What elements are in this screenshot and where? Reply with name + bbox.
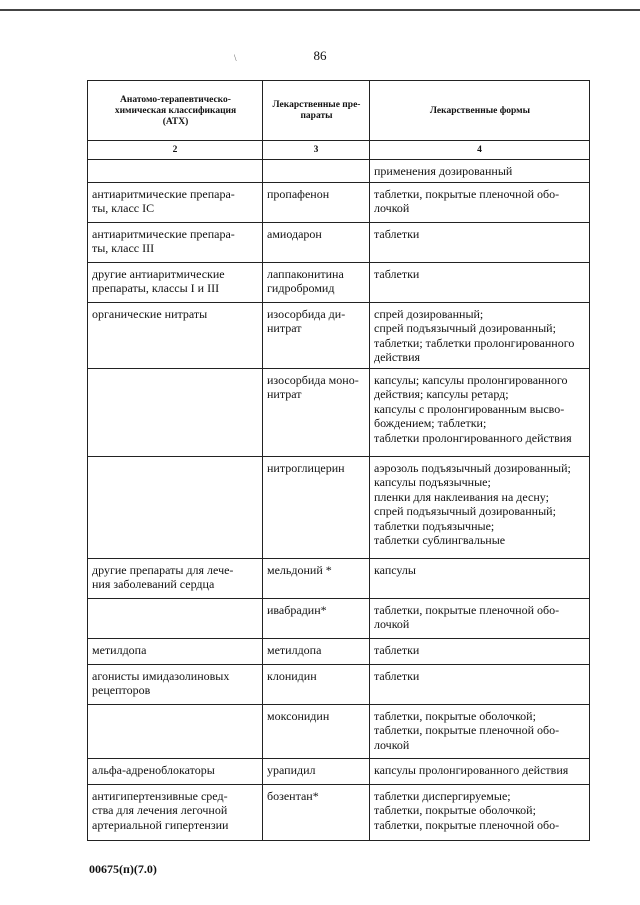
- cell-atc-class-line: альфа-адреноблокаторы: [92, 762, 215, 777]
- cell-forms: [370, 784, 590, 840]
- cell-atc-class: [88, 368, 263, 456]
- cell-drug: [263, 222, 370, 262]
- column-number: 3: [263, 141, 370, 160]
- cell-drug: [263, 758, 370, 784]
- cell-atc-class: [88, 704, 263, 758]
- cell-drug: [263, 368, 370, 456]
- cell-forms-line: лочкой: [374, 201, 410, 215]
- cell-drug-line: гидробромид: [267, 281, 335, 295]
- cell-drug: [263, 456, 370, 558]
- column-number-row: [88, 141, 590, 160]
- cell-drug: [263, 302, 370, 368]
- cell-atc-class: [88, 638, 263, 664]
- cell-atc-class: [88, 302, 263, 368]
- cell-atc-class-line: ты, класс IC: [92, 201, 155, 215]
- cell-atc-class-line: антиаритмические препара-: [92, 186, 235, 201]
- cell-forms-line: таблетки, покрытые пленочной обо-: [374, 602, 560, 617]
- cell-forms-line: таблетки: [374, 266, 420, 281]
- cell-drug: [263, 784, 370, 840]
- cell-forms-line: таблетки, покрытые пленочной обо-: [374, 817, 560, 832]
- cell-forms: [370, 262, 590, 302]
- cell-forms: [370, 302, 590, 368]
- cell-drug-line: моксонидин: [267, 708, 330, 723]
- cell-forms-line: действия: [374, 350, 421, 364]
- cell-forms: [370, 222, 590, 262]
- table-row: [88, 758, 590, 784]
- cell-atc-class-line: другие препараты для лече-: [92, 562, 234, 577]
- cell-atc-class-line: метилдопа: [92, 642, 147, 657]
- cell-atc-class: [88, 664, 263, 704]
- cell-atc-class-line: рецепторов: [92, 683, 151, 697]
- cell-forms-line: капсулы: [374, 562, 416, 577]
- cell-forms-line: применения дозированный: [374, 164, 513, 178]
- cell-drug: [263, 558, 370, 598]
- cell-forms: [370, 758, 590, 784]
- table-row: [88, 638, 590, 664]
- cell-atc-class-line: органические нитраты: [92, 306, 208, 321]
- cell-forms: [370, 598, 590, 638]
- cell-forms-line: таблетки; таблетки пролонгированного: [374, 335, 575, 350]
- cell-forms-line: спрей подъязычный дозированный;: [374, 504, 556, 518]
- cell-atc-class: [88, 558, 263, 598]
- cell-drug-line: изосорбида моно-: [267, 372, 359, 387]
- cell-drug-line: метилдопа: [267, 642, 322, 657]
- cell-forms: [370, 638, 590, 664]
- cell-drug-line: амиодарон: [267, 226, 322, 241]
- cell-forms: [370, 368, 590, 456]
- cell-drug: [263, 598, 370, 638]
- cell-atc-class: [88, 182, 263, 222]
- cell-forms-line: действия; капсулы ретард;: [374, 387, 509, 401]
- cell-atc-class-line: другие антиаритмические: [92, 266, 225, 281]
- cell-drug-line: ивабрадин*: [267, 602, 327, 617]
- cell-drug: [263, 638, 370, 664]
- cell-drug: [263, 160, 370, 183]
- cell-drug-line: лаппаконитина: [267, 266, 344, 281]
- cell-forms: [370, 456, 590, 558]
- cell-atc-class-line: артериальной гипертензии: [92, 817, 229, 832]
- footer-code: 00675(п)(7.0): [89, 862, 157, 876]
- cell-drug: [263, 664, 370, 704]
- cell-drug: [263, 182, 370, 222]
- cell-forms-line: пленки для наклеивания на десну;: [374, 489, 549, 504]
- cell-atc-class: [88, 598, 263, 638]
- cell-drug: [263, 262, 370, 302]
- cell-atc-class-line: ства для лечения легочной: [92, 803, 228, 817]
- table-row: [88, 302, 590, 368]
- table-row: [88, 558, 590, 598]
- cell-atc-class: [88, 160, 263, 183]
- table-row: [88, 456, 590, 558]
- table-header-row: [88, 81, 590, 141]
- cell-forms: [370, 704, 590, 758]
- cell-forms-line: таблетки пролонгированного действия: [374, 430, 572, 445]
- cell-forms-line: таблетки, покрытые оболочкой;: [374, 803, 536, 817]
- cell-drug-line: мельдоний *: [267, 562, 332, 577]
- stray-mark: \: [234, 53, 237, 63]
- cell-drug-line: нитрат: [267, 387, 302, 401]
- cell-forms: [370, 558, 590, 598]
- cell-forms-line: таблетки, покрытые оболочкой;: [374, 708, 536, 723]
- cell-forms: [370, 182, 590, 222]
- cell-atc-class-line: агонисты имидазолиновых: [92, 668, 230, 683]
- cell-drug-line: нитроглицерин: [267, 460, 345, 475]
- cell-forms-line: таблетки диспергируемые;: [374, 788, 511, 803]
- cell-drug-line: изосорбида ди-: [267, 306, 346, 321]
- cell-atc-class: [88, 758, 263, 784]
- cell-atc-class-line: препараты, классы I и III: [92, 281, 220, 295]
- cell-forms-line: таблетки, покрытые пленочной обо-: [374, 723, 560, 737]
- cell-atc-class-line: ты, класс III: [92, 241, 155, 255]
- cell-drug: [263, 704, 370, 758]
- cell-forms-line: капсулы подъязычные;: [374, 475, 491, 489]
- cell-forms-line: таблетки подъязычные;: [374, 518, 495, 533]
- column-number: 4: [370, 141, 590, 160]
- cell-forms-line: спрей подъязычный дозированный;: [374, 321, 556, 335]
- header-atc: Анатомо-терапевтическо- химическая классификация (АТХ): [88, 81, 263, 141]
- drug-table: [87, 80, 590, 841]
- table-row: [88, 160, 590, 183]
- table-row: [88, 182, 590, 222]
- page-number: 86: [313, 48, 327, 63]
- cell-drug-line: клонидин: [267, 668, 317, 683]
- cell-forms-line: бождением; таблетки;: [374, 416, 487, 430]
- cell-forms-line: аэрозоль подъязычный дозированный;: [374, 460, 571, 475]
- cell-forms-line: таблетки: [374, 226, 420, 241]
- cell-forms-line: таблетки: [374, 668, 420, 683]
- cell-forms-line: таблетки: [374, 642, 420, 657]
- cell-drug-line: урапидил: [267, 762, 316, 777]
- header-forms: Лекарственные формы: [370, 81, 590, 141]
- cell-drug-line: пропафенон: [267, 186, 330, 201]
- cell-forms-line: капсулы пролонгированного действия: [374, 762, 569, 777]
- header-drugs: Лекарственные пре- параты: [263, 81, 370, 141]
- cell-atc-class: [88, 222, 263, 262]
- cell-atc-class: [88, 784, 263, 840]
- table-row: [88, 598, 590, 638]
- cell-forms: [370, 160, 590, 183]
- cell-atc-class-line: антиаритмические препара-: [92, 226, 235, 241]
- table-row: [88, 784, 590, 840]
- cell-atc-class-line: антигипертензивные сред-: [92, 788, 228, 803]
- table-row: [88, 368, 590, 456]
- table-row: [88, 262, 590, 302]
- cell-forms-line: таблетки, покрытые пленочной обо-: [374, 186, 560, 201]
- cell-drug-line: бозентан*: [267, 788, 319, 803]
- cell-atc-class: [88, 262, 263, 302]
- cell-forms-line: капсулы с пролонгированным высво-: [374, 401, 565, 416]
- table-row: [88, 704, 590, 758]
- cell-drug-line: нитрат: [267, 321, 302, 335]
- cell-atc-class: [88, 456, 263, 558]
- cell-forms-line: таблетки сублингвальные: [374, 533, 506, 547]
- cell-forms-line: капсулы; капсулы пролонгированного: [374, 372, 568, 387]
- top-rule: [0, 9, 640, 11]
- cell-atc-class-line: ния заболеваний сердца: [92, 577, 215, 591]
- column-number: 2: [88, 141, 263, 160]
- cell-forms-line: спрей дозированный;: [374, 306, 484, 321]
- table-row: [88, 222, 590, 262]
- table-row: [88, 664, 590, 704]
- cell-forms-line: лочкой: [374, 737, 410, 752]
- cell-forms-line: лочкой: [374, 617, 410, 631]
- cell-forms: [370, 664, 590, 704]
